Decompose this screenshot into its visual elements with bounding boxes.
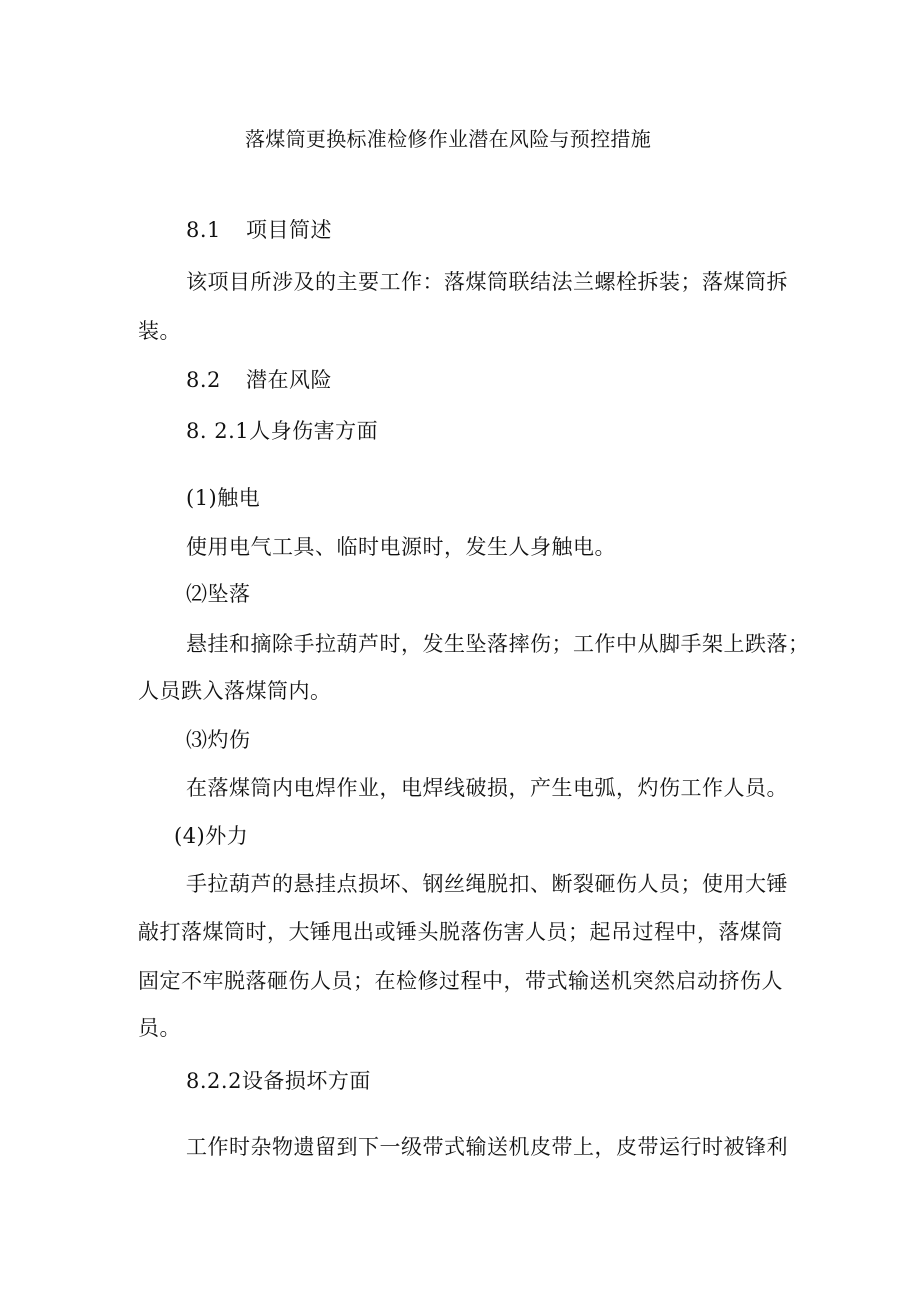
section-8-2-number: 8.2	[186, 368, 221, 392]
document-title: 落煤筒更换标准检修作业潜在风险与预控措施	[245, 127, 651, 151]
section-8-1-title: 项目简述	[246, 218, 332, 242]
paragraph-line: 装。	[138, 319, 181, 343]
paragraph-line: 手拉葫芦的悬挂点损坏、钢丝绳脱扣、断裂砸伤人员；使用大锤	[186, 872, 788, 896]
subsection-8-2-2-heading: 8.2.2设备损坏方面	[186, 1069, 371, 1093]
paragraph-line: 该项目所涉及的主要工作：落煤筒联结法兰螺栓拆装；落煤筒拆	[186, 270, 788, 294]
item-3-heading: ⑶灼伤	[186, 728, 251, 752]
paragraph-line: 人员跌入落煤筒内。	[138, 679, 332, 703]
item-4-heading: (4)外力	[174, 824, 249, 848]
item-2-heading: ⑵坠落	[186, 582, 251, 606]
paragraph-line: 使用电气工具、临时电源时，发生人身触电。	[186, 535, 616, 559]
paragraph-line: 悬挂和摘除手拉葫芦时，发生坠落摔伤；工作中从脚手架上跌落；	[186, 632, 810, 656]
item-1-heading: (1)触电	[186, 486, 261, 510]
section-8-2-title: 潜在风险	[246, 368, 332, 392]
paragraph-line: 敲打落煤筒时，大锤甩出或锤头脱落伤害人员；起吊过程中，落煤筒	[138, 920, 783, 944]
section-8-1-number: 8.1	[186, 218, 221, 242]
paragraph-line: 在落煤筒内电焊作业，电焊线破损，产生电弧，灼伤工作人员。	[186, 776, 788, 800]
paragraph-line: 工作时杂物遗留到下一级带式输送机皮带上，皮带运行时被锋利	[186, 1135, 788, 1159]
section-8-1-heading	[186, 216, 332, 244]
section-8-2-heading	[186, 366, 332, 394]
subsection-8-2-1-heading: 8. 2.1人身伤害方面	[186, 419, 379, 443]
paragraph-line: 员。	[138, 1016, 181, 1040]
paragraph-line: 固定不牢脱落砸伤人员；在检修过程中，带式输送机突然启动挤伤人	[138, 969, 783, 993]
